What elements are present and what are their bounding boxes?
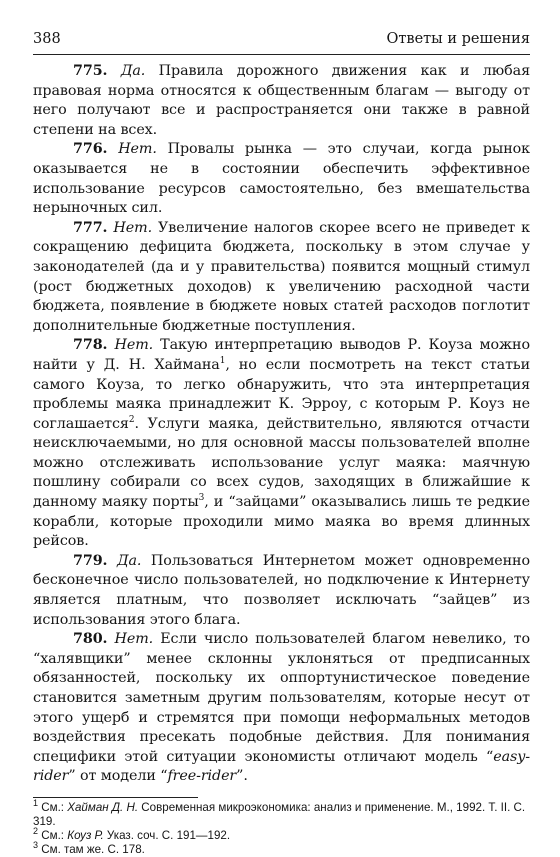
answers-list — [33, 62, 530, 787]
footnote-1 — [33, 798, 530, 829]
answer-verdict: Нет. — [114, 631, 154, 648]
answer-verdict: Нет. — [113, 219, 153, 236]
answer-text-part: , но если посмотреть на текст статьи самого Коуза, то легко обнаружить, что эта интерпретация проблемы маяка принадлежит К. Эрроу, с которым Р. Коуз не соглашается — [33, 356, 530, 432]
section-title: Ответы и решения — [386, 31, 530, 47]
answer-text: Пользоваться Интернетом может одновременно бесконечное число пользователей, но подключение к Интернету является платным, что позволяет исключать “зайцев” из использования этого блага. — [33, 552, 530, 628]
answer-number: 777. — [73, 219, 108, 236]
answer-779 — [33, 552, 530, 630]
answer-778 — [33, 336, 530, 552]
answer-text-part: , и “зайцами” оказывались лишь те редкие корабли, которые проходили мимо маяка во время длинных рейсов. — [33, 494, 530, 550]
answer-number: 779. — [73, 552, 108, 569]
footnote-author: Хайман Д. Н. — [67, 800, 139, 814]
footnote-rest: Указ. соч. С. 191—192. — [103, 828, 231, 842]
answer-780 — [33, 630, 530, 787]
running-header — [33, 30, 530, 55]
footnote-3 — [33, 840, 530, 857]
answer-text-part: ” от модели “ — [68, 768, 168, 785]
answer-text-part: ”. — [236, 768, 248, 785]
answer-777 — [33, 219, 530, 337]
answer-number: 775. — [73, 63, 108, 79]
answer-verdict: Нет. — [114, 337, 154, 354]
footnote-divider — [33, 797, 198, 798]
term-emphasis: easy-rider — [33, 748, 530, 785]
page-number: 388 — [33, 31, 61, 47]
footnote-prefix: См. там же. С. 178. — [38, 842, 145, 856]
answer-number: 780. — [73, 631, 108, 648]
answer-776 — [33, 140, 530, 218]
footnote-prefix: См.: — [38, 800, 68, 814]
footnote-2 — [33, 826, 530, 843]
answer-verdict: Да. — [120, 63, 146, 79]
term-emphasis: free-rider — [167, 768, 237, 785]
footnote-author: Коуз Р. — [67, 828, 104, 842]
footnote-prefix: См.: — [38, 828, 68, 842]
footnote-mark: 1 — [33, 798, 39, 809]
answer-text: Увеличение налогов скорее всего не приведет к сокращению дефицита бюджета, поскольку в этом случае у законодателей (да и у правительства) появится мощный стимул (рост бюджетных доходов) к увеличению расходной части бюджета, появление в бюджете новых статей расходов поглотит дополнительные бюджетные поступления. — [33, 219, 530, 334]
answer-text-part: Если число пользователей благом невелико, то “халявщики” менее склонны уклоняться от предписанных обязанностей, поскольку их оппортунистическое поведение становится заметным другим пользователям, которые несут от этого ущерб и стремятся при помощи неформальных методов воздействия пресекать подобные действия. Для понимания специфики этой ситуации экономисты отличают модель “ — [33, 631, 530, 765]
answer-number: 776. — [73, 141, 108, 158]
footnote-rest: Современная микроэкономика: анализ и применение. М., 1992. Т. II. С. 319. — [33, 800, 526, 828]
answer-verdict: Нет. — [118, 141, 157, 158]
footnote-ref[interactable]: 2 — [128, 414, 135, 425]
footnotes — [33, 797, 530, 857]
footnote-ref[interactable]: 1 — [219, 356, 226, 367]
footnote-ref[interactable]: 3 — [198, 493, 205, 504]
footnote-mark: 2 — [33, 826, 39, 837]
answer-text-part: Такую интерпретацию выводов Р. Коуза можно найти у Д. Н. Хаймана — [33, 337, 530, 373]
footnote-mark: 3 — [33, 840, 39, 851]
answer-text: Провалы рынка — это случаи, когда рынок оказывается не в состоянии обеспечить эффективное использование ресурсов самостоятельно, без вмешательства нерыночных сил. — [33, 141, 530, 217]
answer-number: 778. — [73, 337, 108, 354]
answer-verdict: Да. — [116, 552, 142, 569]
answer-775 — [33, 62, 530, 140]
answer-text-part: . Услуги маяка, действительно, являются отчасти неисключаемыми, но для основной массы пользователей вполне можно отслеживать использование услуг маяка: маячную пошлину собирали со всех судов, заходящих в ближайшие к данному маяку порты — [33, 415, 530, 511]
answer-text: Правила дорожного движения как и любая правовая норма относятся к общественным благам — выгоду от него получают все и распространяется они также в равной степени на всех. — [33, 63, 530, 138]
